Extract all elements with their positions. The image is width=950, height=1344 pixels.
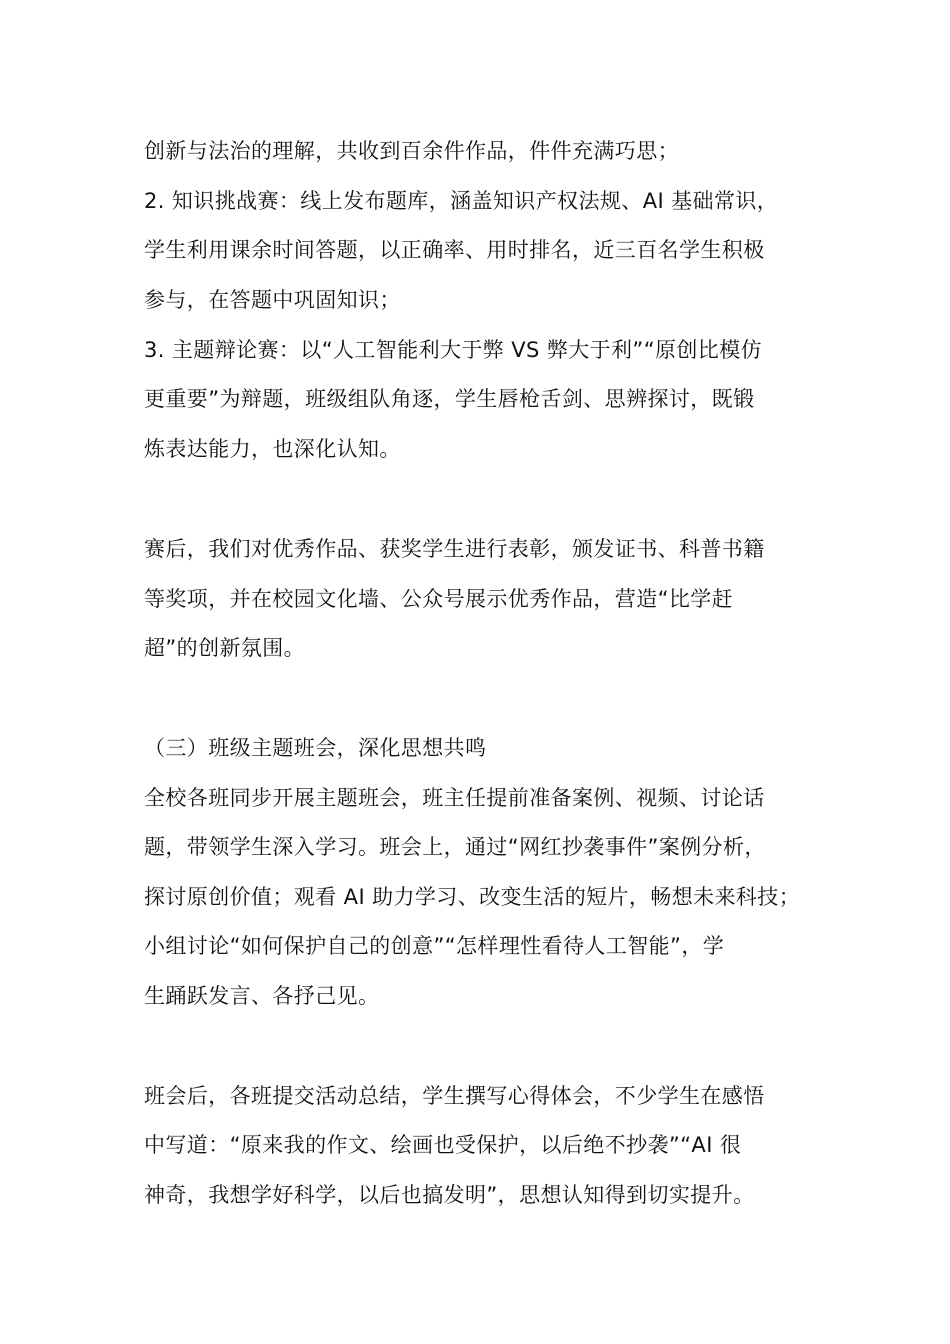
paragraph-line: 等奖项，并在校园文化墙、公众号展示优秀作品，营造“比学赶 xyxy=(144,587,734,611)
paragraph-line: 全校各班同步开展主题班会，班主任提前准备案例、视频、讨论话 xyxy=(144,786,765,810)
paragraph-line: 创新与法治的理解，共收到百余件作品，件件充满巧思； xyxy=(144,139,679,163)
paragraph-line: 3. 主题辩论赛：以“人工智能利大于弊 VS 弊大于利”“原创比模仿 xyxy=(144,338,762,362)
paragraph-line: 探讨原创价值；观看 AI 助力学习、改变生活的短片，畅想未来科技； xyxy=(144,885,801,909)
paragraph-line: 学生利用课余时间答题，以正确率、用时排名，近三百名学生积极 xyxy=(144,238,765,262)
paragraph-line: 更重要”为辩题，班级组队角逐，学生唇枪舌剑、思辨探讨，既锻 xyxy=(144,387,755,411)
paragraph-line: 神奇，我想学好科学，以后也搞发明”，思想认知得到切实提升。 xyxy=(144,1183,755,1207)
paragraph-line: 题，带领学生深入学习。班会上，通过“网红抄袭事件”案例分析， xyxy=(144,835,766,859)
paragraph-line: 炼表达能力，也深化认知。 xyxy=(144,437,401,461)
paragraph-line: 生踊跃发言、各抒己见。 xyxy=(144,984,380,1008)
paragraph-line: 中写道：“原来我的作文、绘画也受保护，以后绝不抄袭”“AI 很 xyxy=(144,1133,742,1157)
paragraph-line: 班会后，各班提交活动总结，学生撰写心得体会，不少学生在感悟 xyxy=(144,1084,765,1108)
paragraph-line: 赛后，我们对优秀作品、获奖学生进行表彰，颁发证书、科普书籍 xyxy=(144,537,765,561)
paragraph-line: 参与，在答题中巩固知识； xyxy=(144,288,401,312)
paragraph-line: 超”的创新氛围。 xyxy=(144,636,306,660)
paragraph-line: 小组讨论“如何保护自己的创意”“怎样理性看待人工智能”，学 xyxy=(144,934,725,958)
section-heading: （三）班级主题班会，深化思想共鸣 xyxy=(144,736,487,760)
paragraph-line: 2. 知识挑战赛：线上发布题库，涵盖知识产权法规、AI 基础常识， xyxy=(144,189,779,213)
